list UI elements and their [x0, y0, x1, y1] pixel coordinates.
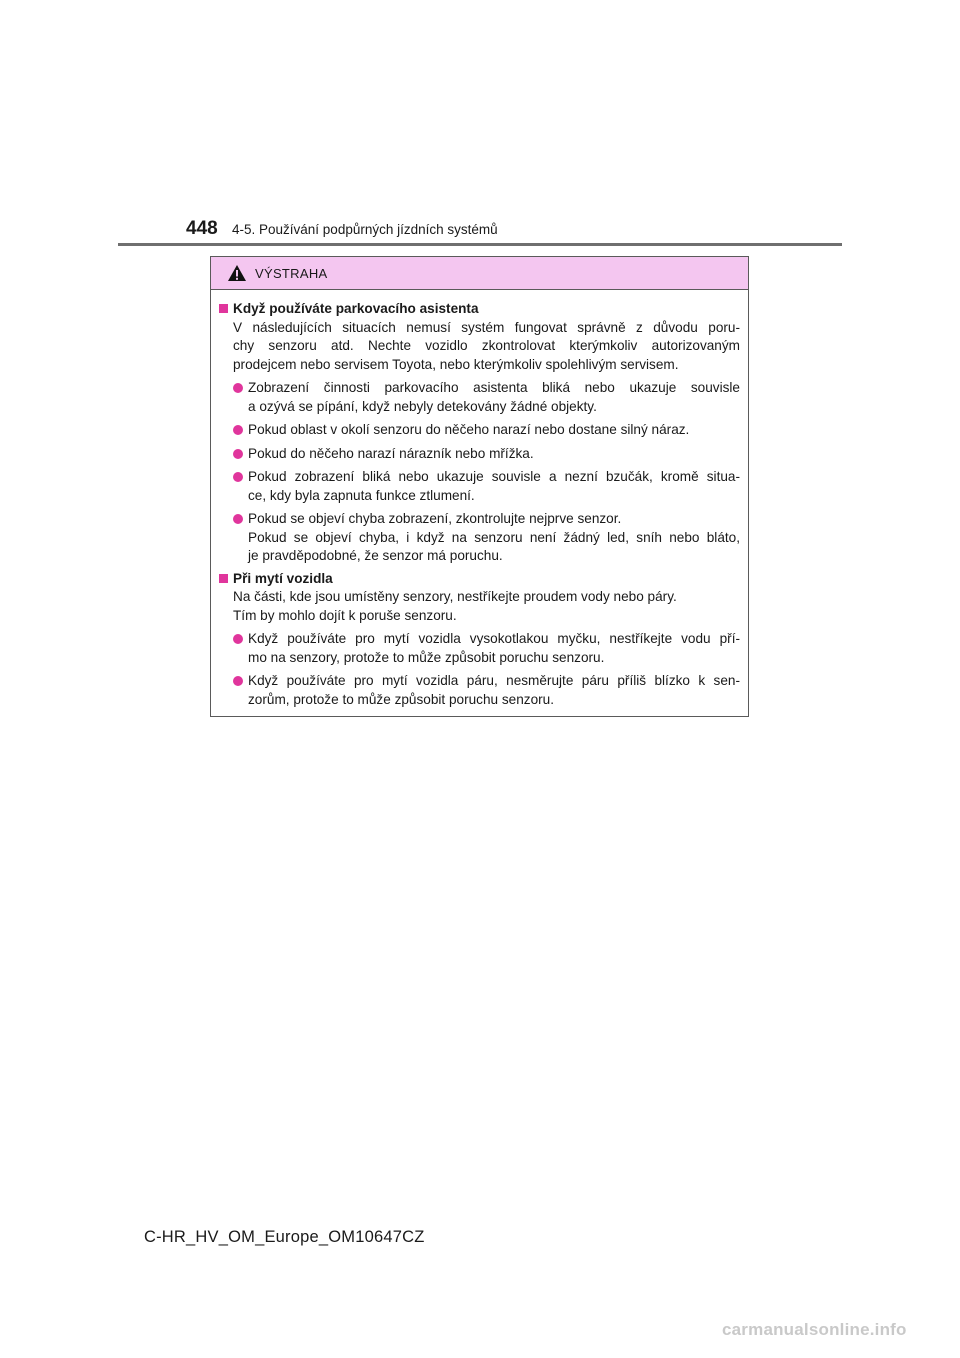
warning-box [210, 256, 749, 717]
bullet-line: je pravděpodobné, že senzor má poruchu. [248, 548, 503, 563]
bullet-line: Pokud zobrazení bliká nebo ukazuje souvisle a nezní bzučák, kromě situa- [248, 469, 740, 484]
circle-bullet-icon [233, 676, 243, 686]
circle-bullet-icon [233, 383, 243, 393]
circle-bullet-icon [233, 472, 243, 482]
bullet-line: Pokud se objeví chyba, i když na senzoru není žádný led, sníh nebo bláto, [248, 529, 740, 545]
intro-line: V následujících situacích nemusí systém fungovat správně z důvodu poru- [233, 319, 740, 335]
bullet-line: mo na senzory, protože to může způsobit poruchu senzoru. [248, 649, 605, 665]
bullet-line: Pokud se objeví chyba zobrazení, zkontrolujte nejprve senzor. [248, 511, 622, 526]
page-number: 448 [186, 218, 218, 239]
section-heading [219, 300, 740, 319]
warning-title: VÝSTRAHA [255, 265, 328, 281]
bullet-line: a ozývá se pípání, když nebyly detekovány žádné objekty. [248, 398, 597, 414]
bullet-item [219, 672, 740, 709]
header-divider [118, 243, 842, 246]
intro-line: Na části, kde jsou umístěny senzory, nestříkejte proudem vody nebo páry. [233, 589, 677, 604]
warning-triangle-icon [227, 264, 247, 282]
bullet-line: Zobrazení činnosti parkovacího asistenta bliká nebo ukazuje souvisle [248, 380, 740, 395]
circle-bullet-icon [233, 449, 243, 459]
intro-line: Tím by mohlo dojít k poruše senzoru. [233, 607, 457, 623]
bullet-item [219, 468, 740, 505]
bullet-line: zorům, protože to může způsobit poruchu senzoru. [248, 691, 555, 707]
square-bullet-icon [219, 304, 228, 313]
bullet-line: ce, kdy byla zapnuta funkce ztlumení. [248, 487, 475, 503]
bullet-item [219, 510, 740, 566]
section-intro [219, 319, 740, 375]
section-title: 4-5. Používání podpůrných jízdních systémů [232, 222, 498, 237]
intro-line: prodejcem nebo servisem Toyota, nebo kterýmkoliv spolehlivým servisem. [233, 356, 679, 372]
page-header [186, 218, 498, 240]
circle-bullet-icon [233, 634, 243, 644]
bullet-item [219, 379, 740, 416]
intro-line: chy senzoru atd. Nechte vozidlo zkontrolovat kterýmkoliv autorizovaným [233, 338, 740, 353]
section-heading [219, 570, 740, 589]
section-intro [219, 588, 740, 625]
watermark: carmanualsonline.info [722, 1320, 907, 1339]
bullet-line: Když používáte pro mytí vozidla vysokotlakou myčku, nestříkejte vodu pří- [248, 631, 740, 646]
bullet-line: Pokud oblast v okolí senzoru do něčeho narazí nebo dostane silný náraz. [248, 422, 690, 437]
bullet-line: Pokud do něčeho narazí nárazník nebo mřížka. [248, 445, 534, 461]
circle-bullet-icon [233, 514, 243, 524]
bullet-item [219, 630, 740, 667]
circle-bullet-icon [233, 425, 243, 435]
bullet-line: Když používáte pro mytí vozidla páru, nesměrujte páru příliš blízko k sen- [248, 673, 740, 688]
section-heading-text: Když používáte parkovacího asistenta [233, 301, 479, 316]
section-heading-text: Při mytí vozidla [233, 570, 333, 586]
warning-header [211, 257, 748, 290]
document-code: C-HR_HV_OM_Europe_OM10647CZ [144, 1228, 425, 1246]
warning-body [211, 290, 748, 709]
bullet-item [219, 421, 740, 440]
square-bullet-icon [219, 574, 228, 583]
bullet-item [219, 445, 740, 464]
